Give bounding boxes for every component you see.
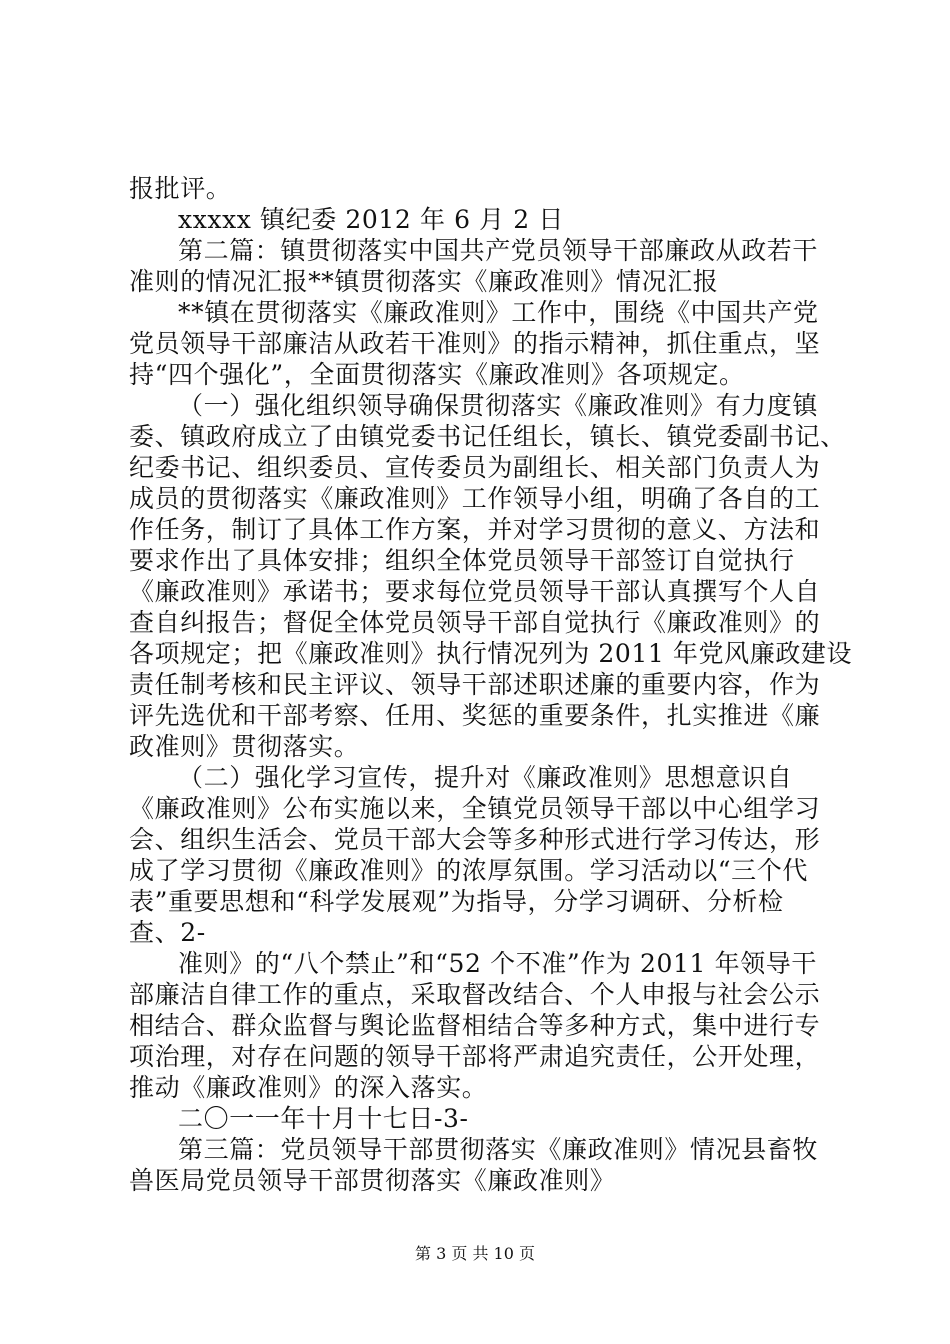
text-line: 表”重要思想和“科学发展观”为指导，分学习调研、分析检 [129, 887, 784, 916]
text-line: 责任制考核和民主评议、领导干部述职述廉的重要内容，作为 [129, 670, 821, 699]
text-line: 推动《廉政准则》的深入落实。 [129, 1073, 488, 1102]
text-line: xxxxx 镇纪委 2012 年 6 月 2 日 [178, 205, 564, 234]
text-line: 政准则》贯彻落实。 [129, 732, 360, 761]
text-line: 委、镇政府成立了由镇党委书记任组长，镇长、镇党委副书记、 [129, 422, 846, 451]
text-line: **镇在贯彻落实《廉政准则》工作中，围绕《中国共产党 [178, 298, 819, 327]
text-line: 报批评。 [129, 174, 232, 203]
text-line: 准则的情况汇报**镇贯彻落实《廉政准则》情况汇报 [129, 267, 719, 296]
text-line: 党员领导干部廉洁从政若干准则》的指示精神，抓住重点，坚 [129, 329, 821, 358]
text-line: 第三篇：党员领导干部贯彻落实《廉政准则》情况县畜牧 [178, 1135, 819, 1164]
text-line: 项治理，对存在问题的领导干部将严肃追究责任，公开处理， [129, 1042, 821, 1071]
text-line: （二）强化学习宣传，提升对《廉政准则》思想意识自 [178, 763, 793, 792]
text-line: 查自纠报告；督促全体党员领导干部自觉执行《廉政准则》的 [129, 608, 821, 637]
text-line: 兽医局党员领导干部贯彻落实《廉政准则》 [129, 1166, 616, 1195]
text-line: 部廉洁自律工作的重点，采取督改结合、个人申报与社会公示 [129, 980, 821, 1009]
text-line: 作任务，制订了具体工作方案，并对学习贯彻的意义、方法和 [129, 515, 821, 544]
text-line: 二〇一一年十月十七日-3- [178, 1104, 469, 1133]
text-line: 各项规定；把《廉政准则》执行情况列为 2011 年党风廉政建设 [129, 639, 853, 668]
text-line: 第二篇：镇贯彻落实中国共产党员领导干部廉政从政若干 [178, 236, 819, 265]
text-line: 《廉政准则》公布实施以来，全镇党员领导干部以中心组学习 [129, 794, 821, 823]
text-line: 相结合、群众监督与舆论监督相结合等多种方式，集中进行专 [129, 1011, 821, 1040]
page-number-footer: 第 3 页 共 10 页 [415, 1244, 535, 1263]
text-line: 要求作出了具体安排；组织全体党员领导干部签订自觉执行 [129, 546, 795, 575]
text-line: （一）强化组织领导确保贯彻落实《廉政准则》有力度镇 [178, 391, 819, 420]
text-line: 查、2- [129, 918, 206, 947]
text-line: 成了学习贯彻《廉政准则》的浓厚氛围。学习活动以“三个代 [129, 856, 808, 885]
text-line: 会、组织生活会、党员干部大会等多种形式进行学习传达，形 [129, 825, 821, 854]
text-line: 成员的贯彻落实《廉政准则》工作领导小组，明确了各自的工 [129, 484, 821, 513]
text-line: 纪委书记、组织委员、宣传委员为副组长、相关部门负责人为 [129, 453, 821, 482]
text-line: 准则》的“八个禁止”和“52 个不准”作为 2011 年领导干 [178, 949, 817, 978]
text-line: 《廉政准则》承诺书；要求每位党员领导干部认真撰写个人自 [129, 577, 821, 606]
text-line: 评先选优和干部考察、任用、奖惩的重要条件，扎实推进《廉 [129, 701, 821, 730]
text-line: 持“四个强化”，全面贯彻落实《廉政准则》各项规定。 [129, 360, 745, 389]
